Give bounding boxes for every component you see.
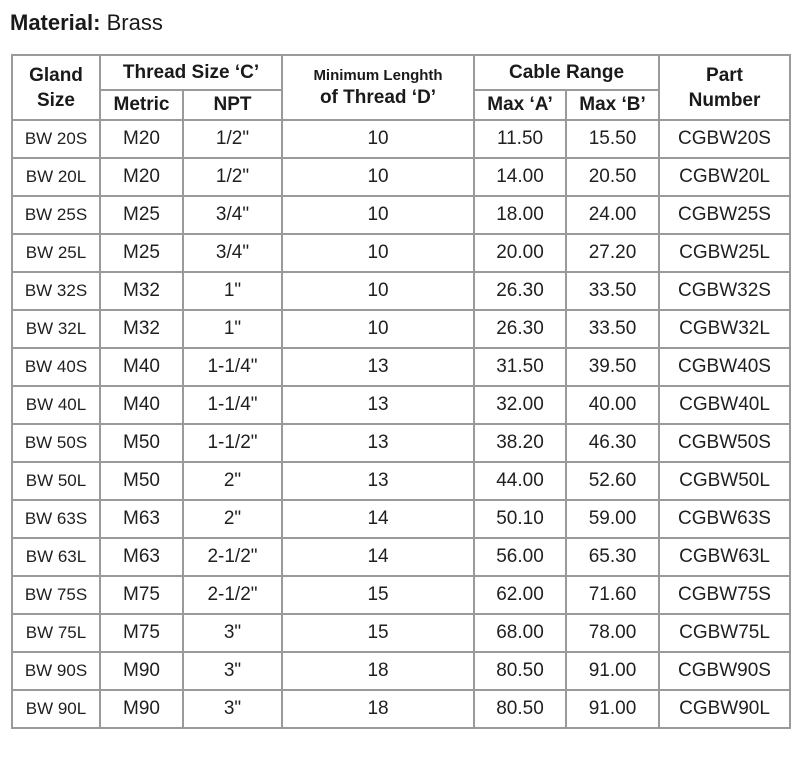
table-row <box>12 310 790 348</box>
header-thread-size: Thread Size ‘C’ <box>100 55 282 90</box>
npt-cell: 1-1/2" <box>183 424 282 462</box>
max-a-cell: 26.30 <box>474 310 566 348</box>
table-row <box>12 500 790 538</box>
min-length-cell: 13 <box>282 424 474 462</box>
gland-size-cell: BW 90S <box>12 652 100 690</box>
min-length-cell: 15 <box>282 576 474 614</box>
part-number-cell: CGBW75S <box>659 576 790 614</box>
part-number-cell: CGBW25S <box>659 196 790 234</box>
gland-size-cell: BW 63L <box>12 538 100 576</box>
metric-cell: M50 <box>100 462 183 500</box>
metric-cell: M20 <box>100 158 183 196</box>
gland-size-cell: BW 20S <box>12 120 100 158</box>
metric-cell: M32 <box>100 272 183 310</box>
header-part-number-line2: Number <box>688 89 761 111</box>
metric-cell: M20 <box>100 120 183 158</box>
min-length-cell: 10 <box>282 158 474 196</box>
max-a-cell: 80.50 <box>474 652 566 690</box>
part-number-cell: CGBW90L <box>659 690 790 728</box>
max-a-cell: 56.00 <box>474 538 566 576</box>
table-row <box>12 386 790 424</box>
material-label: Material: <box>10 10 101 35</box>
min-length-cell: 10 <box>282 234 474 272</box>
table-row <box>12 690 790 728</box>
material-value: Brass <box>106 10 163 35</box>
metric-cell: M50 <box>100 424 183 462</box>
table-row <box>12 158 790 196</box>
table-row <box>12 652 790 690</box>
npt-cell: 1" <box>183 272 282 310</box>
header-cable-range: Cable Range <box>474 55 659 90</box>
part-number-cell: CGBW40S <box>659 348 790 386</box>
metric-cell: M40 <box>100 386 183 424</box>
gland-size-cell: BW 32L <box>12 310 100 348</box>
min-length-cell: 14 <box>282 538 474 576</box>
metric-cell: M40 <box>100 348 183 386</box>
npt-cell: 1/2" <box>183 158 282 196</box>
npt-cell: 1-1/4" <box>183 386 282 424</box>
gland-size-cell: BW 25S <box>12 196 100 234</box>
gland-size-cell: BW 40S <box>12 348 100 386</box>
max-b-cell: 24.00 <box>566 196 659 234</box>
metric-cell: M63 <box>100 500 183 538</box>
min-length-cell: 13 <box>282 462 474 500</box>
part-number-cell: CGBW75L <box>659 614 790 652</box>
npt-cell: 2" <box>183 462 282 500</box>
metric-cell: M75 <box>100 576 183 614</box>
table-row <box>12 272 790 310</box>
max-b-cell: 46.30 <box>566 424 659 462</box>
min-length-cell: 13 <box>282 386 474 424</box>
max-b-cell: 91.00 <box>566 690 659 728</box>
gland-size-cell: BW 40L <box>12 386 100 424</box>
gland-size-cell: BW 75L <box>12 614 100 652</box>
part-number-cell: CGBW20S <box>659 120 790 158</box>
header-part-number <box>659 55 790 120</box>
table-row <box>12 120 790 158</box>
max-a-cell: 38.20 <box>474 424 566 462</box>
max-a-cell: 50.10 <box>474 500 566 538</box>
max-b-cell: 40.00 <box>566 386 659 424</box>
max-a-cell: 62.00 <box>474 576 566 614</box>
table-row <box>12 614 790 652</box>
npt-cell: 1/2" <box>183 120 282 158</box>
max-b-cell: 39.50 <box>566 348 659 386</box>
table-row <box>12 576 790 614</box>
table-row <box>12 348 790 386</box>
table-row <box>12 538 790 576</box>
max-b-cell: 27.20 <box>566 234 659 272</box>
min-length-cell: 10 <box>282 272 474 310</box>
max-b-cell: 65.30 <box>566 538 659 576</box>
gland-size-cell: BW 50S <box>12 424 100 462</box>
max-a-cell: 20.00 <box>474 234 566 272</box>
gland-size-cell: BW 20L <box>12 158 100 196</box>
gland-size-cell: BW 32S <box>12 272 100 310</box>
npt-cell: 2-1/2" <box>183 538 282 576</box>
npt-cell: 1-1/4" <box>183 348 282 386</box>
part-number-cell: CGBW50L <box>659 462 790 500</box>
gland-size-cell: BW 25L <box>12 234 100 272</box>
max-b-cell: 33.50 <box>566 272 659 310</box>
npt-cell: 3" <box>183 652 282 690</box>
npt-cell: 3" <box>183 614 282 652</box>
min-length-cell: 10 <box>282 310 474 348</box>
header-gland-size-line1: Gland <box>29 64 83 86</box>
material-line <box>10 8 163 38</box>
min-length-cell: 14 <box>282 500 474 538</box>
metric-cell: M32 <box>100 310 183 348</box>
npt-cell: 3/4" <box>183 196 282 234</box>
table-row <box>12 234 790 272</box>
min-length-cell: 10 <box>282 120 474 158</box>
header-npt: NPT <box>183 90 282 120</box>
header-min-length-line1: Minimum Lenghth <box>313 67 443 84</box>
gland-size-cell: BW 90L <box>12 690 100 728</box>
npt-cell: 3/4" <box>183 234 282 272</box>
max-b-cell: 71.60 <box>566 576 659 614</box>
table-body <box>12 120 790 728</box>
header-row-top <box>12 55 790 90</box>
metric-cell: M25 <box>100 196 183 234</box>
min-length-cell: 13 <box>282 348 474 386</box>
npt-cell: 2-1/2" <box>183 576 282 614</box>
max-a-cell: 18.00 <box>474 196 566 234</box>
max-a-cell: 68.00 <box>474 614 566 652</box>
table-row <box>12 424 790 462</box>
max-a-cell: 14.00 <box>474 158 566 196</box>
part-number-cell: CGBW63S <box>659 500 790 538</box>
part-number-cell: CGBW20L <box>659 158 790 196</box>
metric-cell: M25 <box>100 234 183 272</box>
part-number-cell: CGBW63L <box>659 538 790 576</box>
metric-cell: M90 <box>100 652 183 690</box>
gland-size-cell: BW 75S <box>12 576 100 614</box>
part-number-cell: CGBW32S <box>659 272 790 310</box>
min-length-cell: 10 <box>282 196 474 234</box>
header-part-number-line1: Part <box>706 64 743 86</box>
header-max-a: Max ‘A’ <box>474 90 566 120</box>
max-a-cell: 32.00 <box>474 386 566 424</box>
part-number-cell: CGBW50S <box>659 424 790 462</box>
max-a-cell: 11.50 <box>474 120 566 158</box>
max-a-cell: 31.50 <box>474 348 566 386</box>
part-number-cell: CGBW90S <box>659 652 790 690</box>
table-row <box>12 196 790 234</box>
min-length-cell: 18 <box>282 652 474 690</box>
npt-cell: 1" <box>183 310 282 348</box>
gland-size-cell: BW 50L <box>12 462 100 500</box>
min-length-cell: 15 <box>282 614 474 652</box>
max-b-cell: 78.00 <box>566 614 659 652</box>
gland-size-cell: BW 63S <box>12 500 100 538</box>
part-number-cell: CGBW25L <box>659 234 790 272</box>
max-b-cell: 15.50 <box>566 120 659 158</box>
header-gland-size-line2: Size <box>36 89 76 111</box>
header-gland-size <box>12 55 100 120</box>
metric-cell: M75 <box>100 614 183 652</box>
header-min-length-line2: of Thread ‘D’ <box>319 87 437 108</box>
metric-cell: M63 <box>100 538 183 576</box>
max-b-cell: 33.50 <box>566 310 659 348</box>
npt-cell: 2" <box>183 500 282 538</box>
min-length-cell: 18 <box>282 690 474 728</box>
max-a-cell: 44.00 <box>474 462 566 500</box>
max-b-cell: 52.60 <box>566 462 659 500</box>
max-a-cell: 26.30 <box>474 272 566 310</box>
part-number-cell: CGBW32L <box>659 310 790 348</box>
header-metric: Metric <box>100 90 183 120</box>
gland-spec-table <box>11 54 791 729</box>
max-b-cell: 20.50 <box>566 158 659 196</box>
table-row <box>12 462 790 500</box>
part-number-cell: CGBW40L <box>659 386 790 424</box>
metric-cell: M90 <box>100 690 183 728</box>
max-b-cell: 91.00 <box>566 652 659 690</box>
npt-cell: 3" <box>183 690 282 728</box>
header-min-length <box>282 55 474 120</box>
header-max-b: Max ‘B’ <box>566 90 659 120</box>
max-a-cell: 80.50 <box>474 690 566 728</box>
max-b-cell: 59.00 <box>566 500 659 538</box>
